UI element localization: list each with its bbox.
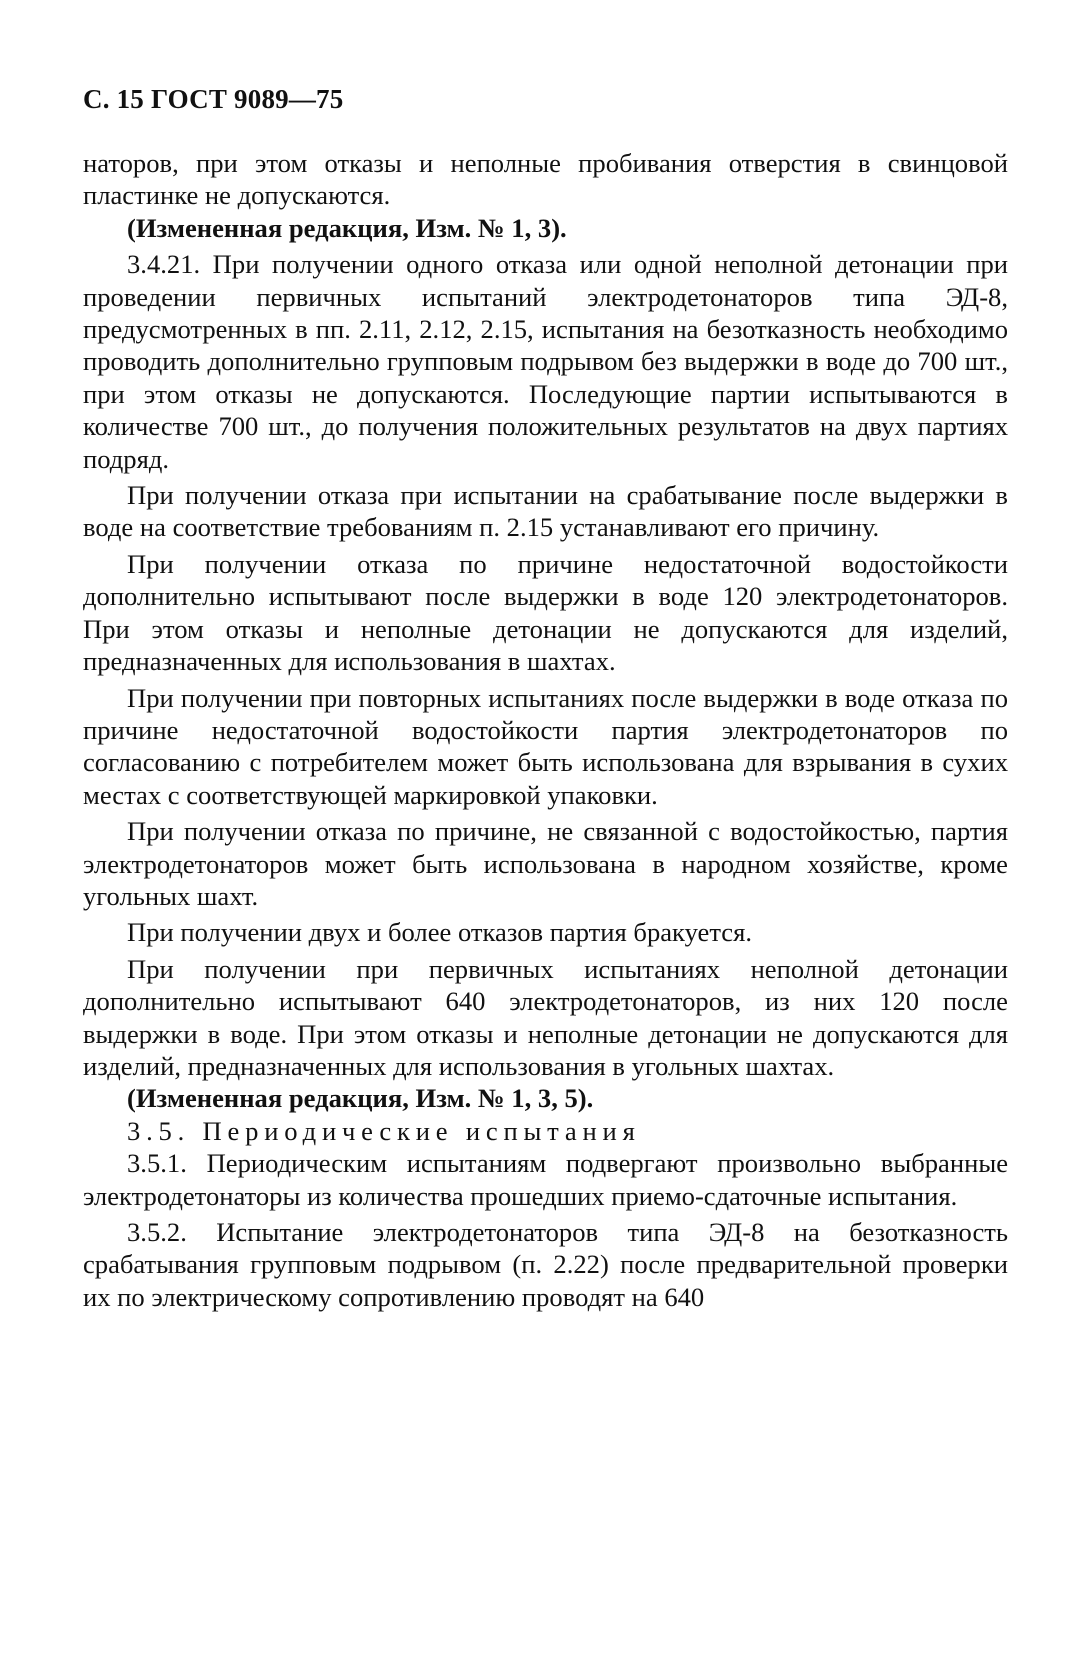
paragraph-water-resistance: При получении отказа по причине недостаточной водостойкости дополнительно испытывают после выдержки в воде 120 электродетонаторов. При этом отказы и неполные детонации не допускаются для изделий, предназначенных для использования в шахтах. [83,548,1008,677]
page-header: С. 15 ГОСТ 9089—75 [83,84,344,114]
paragraph-incomplete-detonation: При получении при первичных испытаниях неполной детонации дополнительно испытывают 640 электродетонаторов, из них 120 после выдержки в воде. При этом отказы и неполные детонации не допускаются для изделий, предназначенных для использования в угольных шахтах. [83,953,1008,1081]
clause-3-4-21: 3.4.21. При получении одного отказа или одной неполной детонации при проведении первичных испытаний электродетонаторов типа ЭД-8, предусмотренных в пп. 2.11, 2.12, 2.15, испытания на безотказность необходимо проводить дополнительно групповым подрывом без выдержки в воде до 700 шт., при этом отказы не допускаются. Последующие партии испытываются в количестве 700 шт., до получения положительных результатов на двух партиях подряд. [83,249,1008,474]
amendment-note-2: (Измененная редакция, Изм. № 1, 3, 5). [127,1083,594,1114]
paragraph-continuation: наторов, при этом отказы и неполные пробивания отверстия в свинцовой пластинке не допускаются. [83,148,1008,211]
paragraph-unrelated-failure: При получении отказа по причине, не связанной с водостойкостью, партия электродетонаторов может быть использована в народном хозяйстве, кроме угольных шахт. [83,816,1008,911]
clause-3-5-2: 3.5.2. Испытание электродетонаторов типа ЭД-8 на безотказность срабатывания групповым подрывом (п. 2.22) после предварительной проверки их по электрическому сопротивлению проводят на 640 [83,1217,1008,1312]
paragraph-two-failures: При получении двух и более отказов партия бракуется. [127,917,752,948]
section-title-3-5: 3.5. Периодические испытания [127,1115,641,1146]
amendment-note-1: (Измененная редакция, Изм. № 1, 3). [127,212,567,243]
document-body [83,147,1008,1313]
paragraph-repeat-tests: При получении при повторных испытаниях после выдержки в воде отказа по причине недостаточной водостойкости партия электродетонаторов по согласованию с потребителем может быть использована для взрывания в сухих местах с соответствующей маркировкой упаковки. [83,682,1008,810]
paragraph-failure-after-water: При получении отказа при испытании на срабатывание после выдержки в воде на соответствие требованиям п. 2.15 устанавливают его причину. [83,480,1008,543]
clause-3-5-1: 3.5.1. Периодическим испытаниям подвергают произвольно выбранные электродетонаторы из количества прошедших приемо-сдаточные испытания. [83,1148,1008,1211]
